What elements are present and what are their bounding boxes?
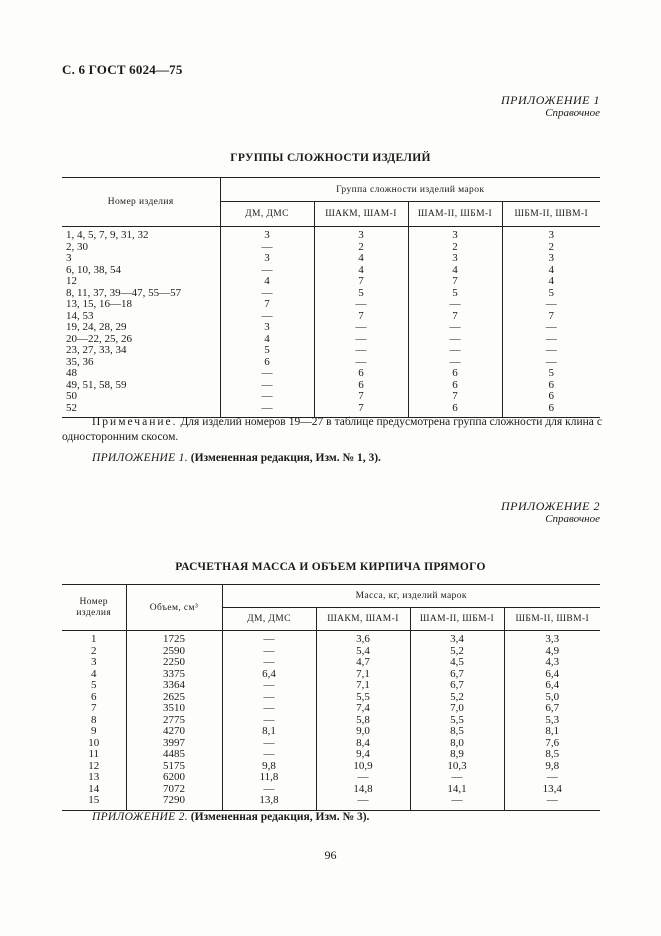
table-cell: 5 — [408, 288, 502, 300]
table-cell: 5 — [314, 288, 408, 300]
table-cell: 13,4 — [504, 784, 600, 796]
table-cell: 50 — [66, 390, 77, 402]
col-header-sham2: ШАМ-II, ШБМ-I — [410, 608, 504, 631]
table-cell: 6 — [408, 368, 502, 380]
table-cell: 6, 10, 38, 54 — [66, 263, 121, 276]
table-cell: 6200 — [126, 772, 222, 784]
table-cell: 2 — [91, 644, 97, 657]
table-cell: 3,4 — [410, 631, 504, 646]
col-header-group: Группа сложности изделий марок — [220, 178, 600, 202]
table-cell: 52 — [62, 403, 220, 418]
table-cell: 2 — [502, 242, 600, 254]
table-cell: 14 — [88, 782, 100, 795]
table-cell: 13 — [88, 771, 100, 783]
table-cell: 4 — [408, 265, 502, 277]
table-cell: 11 — [88, 748, 100, 760]
table-row — [62, 357, 600, 369]
table-cell: 5,5 — [410, 715, 504, 727]
table-cell: — — [220, 403, 314, 418]
table-cell: 7 — [314, 311, 408, 323]
table-row — [62, 669, 600, 681]
table-cell: — — [314, 299, 408, 311]
table-cell: 9 — [91, 725, 97, 737]
table-cell: 4 — [314, 265, 408, 277]
table-cell: — — [222, 631, 316, 646]
table-cell: 5,4 — [316, 646, 410, 658]
table-cell: 9,0 — [316, 726, 410, 738]
table-cell: 13,8 — [222, 795, 316, 810]
table-cell: 1725 — [126, 631, 222, 646]
table-cell: 8,5 — [504, 749, 600, 761]
table-cell: — — [222, 692, 316, 704]
table-cell: 10,3 — [410, 761, 504, 773]
table-cell: 20—22, 25, 26 — [66, 332, 132, 345]
table-cell: 8,5 — [410, 726, 504, 738]
table-cell: 6,7 — [410, 680, 504, 692]
appendix1-sub: Справочное — [545, 107, 600, 119]
table-row — [62, 795, 600, 810]
table-row — [62, 322, 600, 334]
table-cell: 14, 53 — [66, 309, 94, 322]
complexity-table — [62, 177, 600, 418]
table-cell: 5 — [502, 368, 600, 380]
table-cell: — — [314, 334, 408, 346]
table-cell: — — [504, 795, 600, 810]
page-number: 96 — [324, 848, 337, 862]
table-cell: 3 — [220, 253, 314, 265]
mass-volume-table-body — [62, 631, 600, 811]
note-label: Примечание. — [92, 416, 178, 428]
table-cell: — — [502, 345, 600, 357]
table-cell: 3375 — [126, 669, 222, 681]
table-cell: — — [408, 334, 502, 346]
table-row — [62, 299, 600, 311]
table-cell: — — [220, 311, 314, 323]
table-cell: 49, 51, 58, 59 — [66, 378, 127, 391]
table-cell: 5,2 — [410, 692, 504, 704]
table-cell: 3 — [408, 227, 502, 242]
table-cell: 7 — [314, 391, 408, 403]
revision-appendix1-ref: ПРИЛОЖЕНИЕ 1. — [92, 452, 188, 464]
table-cell: 3 — [502, 227, 600, 242]
table-cell: — — [220, 391, 314, 403]
table-row — [62, 276, 600, 288]
table-cell: 2 — [408, 242, 502, 254]
table-cell: 19, 24, 28, 29 — [66, 321, 127, 333]
appendix2-revision — [92, 811, 369, 823]
table-cell: 6,4 — [222, 669, 316, 681]
table-row — [62, 368, 600, 380]
table-cell: 2 — [314, 242, 408, 254]
table-cell: 4,9 — [504, 646, 600, 658]
table-cell: 7 — [314, 403, 408, 418]
table-cell: 7 — [502, 311, 600, 323]
table-cell: 4 — [91, 667, 97, 680]
table-cell: 4 — [220, 334, 314, 346]
table-cell: — — [222, 703, 316, 715]
table-row — [62, 715, 600, 727]
table-cell: 5,3 — [504, 715, 600, 727]
table-cell: 11,8 — [222, 772, 316, 784]
table-cell: 5,0 — [504, 692, 600, 704]
table-cell: — — [504, 772, 600, 784]
table-cell: 6 — [502, 391, 600, 403]
table-row — [62, 288, 600, 300]
table-cell: 14,8 — [316, 784, 410, 796]
table-cell: 48 — [66, 367, 77, 379]
table-cell: — — [222, 657, 316, 669]
table-cell: — — [222, 646, 316, 658]
table-cell: 10 — [88, 736, 100, 749]
table-row — [62, 311, 600, 323]
appendix2-label: ПРИЛОЖЕНИЕ 2 — [501, 499, 600, 513]
table-row — [62, 631, 600, 646]
table-cell: — — [222, 680, 316, 692]
table-cell: 3,6 — [316, 631, 410, 646]
table-cell: 3364 — [126, 680, 222, 692]
table-cell: — — [220, 288, 314, 300]
table-cell: 7 — [314, 276, 408, 288]
table-cell: 4,3 — [504, 657, 600, 669]
appendix2-title: РАСЧЕТНАЯ МАССА И ОБЪЕМ КИРПИЧА ПРЯМОГО — [175, 561, 486, 573]
col-header-volume: Объем, см³ — [126, 585, 222, 631]
table-cell: 3 — [91, 656, 97, 668]
table-row — [62, 738, 600, 750]
table-row — [62, 345, 600, 357]
table-cell: — — [410, 795, 504, 810]
table-cell: 3510 — [126, 703, 222, 715]
table-row — [62, 646, 600, 658]
table-cell: 5,2 — [410, 646, 504, 658]
table-cell: 4,5 — [410, 657, 504, 669]
table-cell: 6 — [314, 380, 408, 392]
table-cell: 1, 4, 5, 7, 9, 31, 32 — [66, 229, 149, 241]
table-cell: — — [314, 357, 408, 369]
col-header-dm: ДМ, ДМС — [222, 608, 316, 631]
table-cell: 1 — [91, 633, 97, 645]
table-cell: — — [314, 322, 408, 334]
table-cell: 12 — [66, 275, 77, 287]
table-row — [62, 334, 600, 346]
table-cell: 7290 — [126, 795, 222, 810]
table-cell: 8,1 — [222, 726, 316, 738]
table-cell: 9,8 — [222, 761, 316, 773]
table-cell: 9,8 — [504, 761, 600, 773]
table-cell: 3 — [220, 322, 314, 334]
appendix1-revision — [92, 452, 381, 464]
appendix1-label-block — [501, 94, 600, 120]
table-row — [62, 703, 600, 715]
table-cell: 8,0 — [410, 738, 504, 750]
table-row — [62, 265, 600, 277]
table-cell: 13, 15, 16—18 — [66, 298, 132, 310]
table-cell: 8 — [91, 713, 97, 726]
col-header-dm: ДМ, ДМС — [220, 202, 314, 227]
appendix2-label-block — [501, 500, 600, 526]
table-cell: 15 — [62, 795, 126, 810]
table-cell: 4,7 — [316, 657, 410, 669]
appendix1-label: ПРИЛОЖЕНИЕ 1 — [501, 93, 600, 107]
table-cell: 7,4 — [316, 703, 410, 715]
col-header-shakm: ШАКМ, ШАМ-I — [314, 202, 408, 227]
table-cell: — — [408, 357, 502, 369]
table-cell: 4485 — [126, 749, 222, 761]
table-cell: — — [408, 345, 502, 357]
table-cell: 10,9 — [316, 761, 410, 773]
table-cell: 7 — [91, 702, 97, 714]
table-cell: 6 — [314, 368, 408, 380]
note-text: Для изделий номеров 19—27 в таблице предусмотрена группа сложности для клина с односторонним скосом. — [62, 416, 602, 443]
table-cell: 6,4 — [504, 680, 600, 692]
table-cell: — — [408, 299, 502, 311]
table-cell: — — [316, 795, 410, 810]
table-cell: — — [222, 784, 316, 796]
table-cell: 7,1 — [316, 680, 410, 692]
table-cell: 8,9 — [410, 749, 504, 761]
col-header-item-number: Номер изделия — [62, 178, 220, 227]
table-cell: 4 — [314, 253, 408, 265]
mass-volume-table — [62, 584, 600, 811]
col-header-mass-group: Масса, кг, изделий марок — [222, 585, 600, 608]
table-cell: 6 — [408, 403, 502, 418]
table-cell: 5,5 — [316, 692, 410, 704]
table-cell: 4 — [220, 276, 314, 288]
table-row — [62, 772, 600, 784]
table-cell: 2775 — [126, 715, 222, 727]
table-cell: 6,7 — [504, 703, 600, 715]
table-cell: — — [222, 738, 316, 750]
table-cell: 7,1 — [316, 669, 410, 681]
table-cell: — — [316, 772, 410, 784]
table-cell: 8, 11, 37, 39—47, 55—57 — [66, 286, 182, 299]
table-cell: 12 — [88, 759, 100, 772]
table-cell: 6,4 — [504, 669, 600, 681]
table-cell: 7 — [220, 299, 314, 311]
table-cell: 3997 — [126, 738, 222, 750]
table-cell: 5 — [220, 345, 314, 357]
table-cell: 4270 — [126, 726, 222, 738]
table-cell: 3 — [66, 252, 72, 264]
table-cell: — — [408, 322, 502, 334]
table-cell: 6,7 — [410, 669, 504, 681]
table-row — [62, 784, 600, 796]
revision-appendix1-text: (Измененная редакция, Изм. № 1, 3). — [190, 452, 381, 464]
table-cell: 35, 36 — [66, 355, 94, 368]
table-cell: 4 — [502, 265, 600, 277]
table-cell: — — [502, 334, 600, 346]
table-cell: 6 — [220, 357, 314, 369]
table-cell: — — [502, 357, 600, 369]
table-cell: 3,3 — [504, 631, 600, 646]
col-header-shbm2: ШБМ-II, ШВМ-I — [502, 202, 600, 227]
appendix1-note — [62, 415, 602, 445]
table-cell: 7 — [408, 276, 502, 288]
table-row — [62, 692, 600, 704]
table-cell: 4 — [502, 276, 600, 288]
revision-appendix2-ref: ПРИЛОЖЕНИЕ 2. — [92, 811, 188, 823]
table-row — [62, 657, 600, 669]
table-cell: — — [502, 322, 600, 334]
appendix2-sub: Справочное — [545, 513, 600, 525]
table-cell: 5 — [502, 288, 600, 300]
table-cell: 6 — [502, 403, 600, 418]
table-cell: 6 — [91, 690, 97, 703]
table-cell: 8,1 — [504, 726, 600, 738]
table-cell: 7,6 — [504, 738, 600, 750]
col-header-shakm: ШАКМ, ШАМ-I — [316, 608, 410, 631]
table-row — [62, 680, 600, 692]
table-cell: — — [220, 368, 314, 380]
table-cell: 7,0 — [410, 703, 504, 715]
table-cell: 2250 — [126, 657, 222, 669]
table-cell: 9,4 — [316, 749, 410, 761]
table-cell: 5,8 — [316, 715, 410, 727]
table-cell: — — [410, 772, 504, 784]
table-cell: 7072 — [126, 784, 222, 796]
table-cell: — — [222, 715, 316, 727]
col-header-item-number: Номер изделия — [62, 585, 126, 631]
table-cell: 3 — [502, 253, 600, 265]
table-cell: 8,4 — [316, 738, 410, 750]
table-cell: 3 — [408, 253, 502, 265]
table-row — [62, 726, 600, 738]
table-cell: 6 — [408, 380, 502, 392]
table-row — [62, 380, 600, 392]
table-cell: — — [222, 749, 316, 761]
appendix1-title: ГРУППЫ СЛОЖНОСТИ ИЗДЕЛИЙ — [230, 152, 431, 164]
table-cell: 23, 27, 33, 34 — [66, 344, 127, 356]
revision-appendix2-text: (Измененная редакция, Изм. № 3). — [190, 811, 370, 823]
table-cell: 3 — [220, 227, 314, 242]
table-cell: — — [220, 380, 314, 392]
table-row — [62, 253, 600, 265]
table-row — [62, 391, 600, 403]
table-cell: — — [502, 299, 600, 311]
table-row — [62, 761, 600, 773]
table-row — [62, 227, 600, 242]
table-cell: 5175 — [126, 761, 222, 773]
table-cell: — — [220, 265, 314, 277]
page-header: С. 6 ГОСТ 6024—75 — [62, 62, 183, 77]
table-cell: 3 — [314, 227, 408, 242]
complexity-table-body — [62, 227, 600, 418]
table-cell: — — [220, 242, 314, 254]
table-cell: 2, 30 — [66, 240, 88, 253]
table-cell: 2625 — [126, 692, 222, 704]
table-cell: 14,1 — [410, 784, 504, 796]
col-header-shbm2: ШБМ-II, ШВМ-I — [504, 608, 600, 631]
table-cell: 7 — [408, 311, 502, 323]
col-header-sham2: ШАМ-II, ШБМ-I — [408, 202, 502, 227]
table-cell: 7 — [408, 391, 502, 403]
table-cell: 5 — [91, 679, 97, 691]
table-cell: — — [314, 345, 408, 357]
table-row — [62, 242, 600, 254]
table-cell: 2590 — [126, 646, 222, 658]
table-row — [62, 749, 600, 761]
table-cell: 6 — [502, 380, 600, 392]
